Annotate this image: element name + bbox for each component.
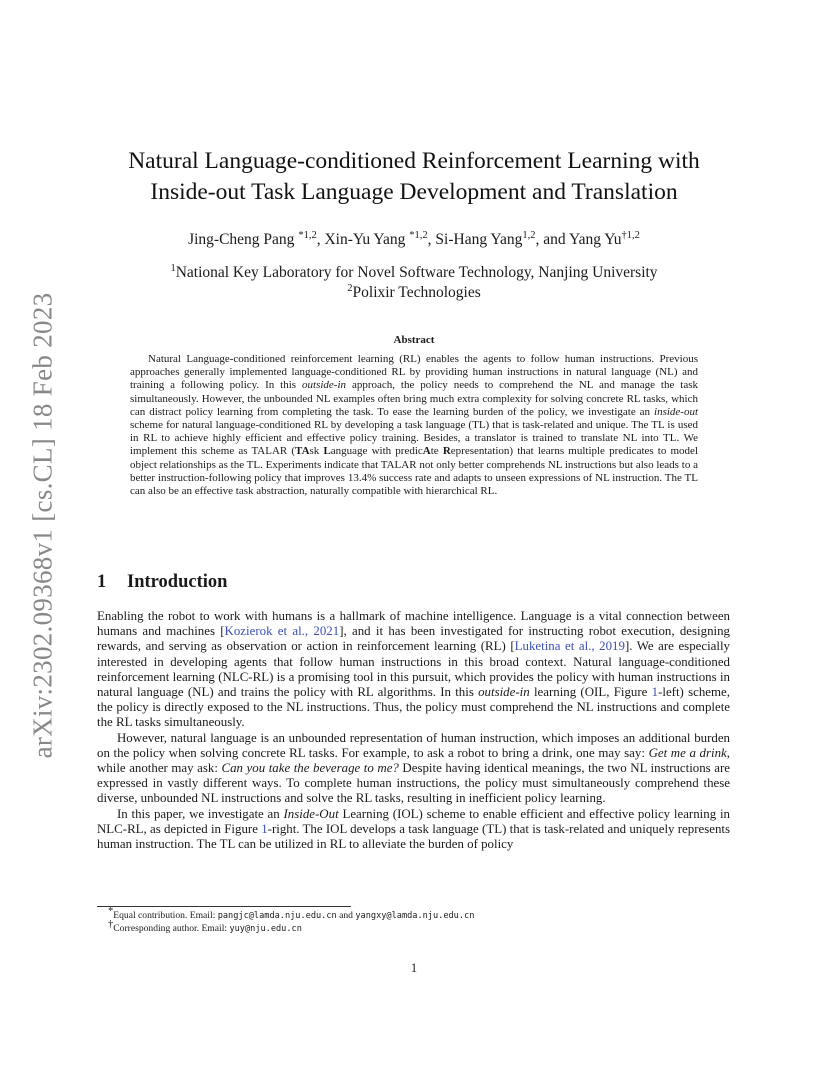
author-name: Si-Hang Yang	[435, 231, 523, 248]
section-number: 1	[97, 572, 107, 592]
footnote-mark: †	[108, 918, 114, 930]
affiliation-list	[70, 263, 758, 303]
intro-paragraph-2	[97, 731, 730, 807]
body-text-run: ], and it has been investigated for instructing robot execution, designing rewards, and serving as observation or action in reinforcement learning (RL) [	[97, 624, 730, 654]
body-emphasis: Inside-Out	[283, 806, 339, 821]
footnote-divider	[97, 906, 351, 907]
footnote-equal-contribution	[108, 905, 728, 923]
footnote-email: yuy@nju.edu.cn	[229, 923, 302, 934]
citation-link[interactable]: Luketina et al., 2019	[514, 639, 625, 654]
arxiv-identifier-watermark	[20, 290, 66, 760]
abstract-emphasis: inside-out	[654, 405, 699, 418]
abstract-text-run: epresentation) that learns multiple predicates to model object relationships as the TL. Experiments indicate that TALAR not only better comprehends NL instructions but also leads to a better instruction-following policy that improves 13.4% success rate and adapts to unseen expressions of NL instruction. The TL can also be an effective task abstraction, naturally compatible with hierarchical RL.	[130, 445, 699, 498]
paper-title	[70, 146, 758, 208]
footnote-mark: *	[108, 905, 114, 917]
body-text-run: -left) scheme, the policy is directly exposed to the NL instructions. Thus, the policy must comprehend the NL instructions and complete the RL tasks simultaneously.	[97, 685, 730, 730]
body-text-run: In this paper, we investigate an	[117, 806, 280, 821]
body-text-run: Enabling the robot to work with humans is a hallmark of machine intelligence. Language is a vital connection between humans and machines [	[97, 609, 730, 639]
abstract-text	[130, 353, 698, 498]
acronym-letter: TA	[295, 445, 310, 458]
author-name: Yang Yu	[568, 231, 622, 248]
author-affiliation-mark: 1,2	[522, 229, 536, 241]
abstract-text-run: Natural Language-conditioned reinforcement learning (RL) enables the agents to follow human instructions. Previous approaches generally implemented language-conditioned RL by providing human instructions in natural language (NL) and training a following policy. In this	[130, 353, 698, 392]
paper-title-line-2: Inside-out Task Language Development and Translation	[150, 179, 678, 205]
affiliation-line	[70, 263, 758, 283]
affiliation-text: Polixir Technologies	[352, 284, 481, 301]
page-number: 1	[410, 961, 418, 975]
abstract-text-run: te	[430, 445, 443, 458]
author-name: Xin-Yu Yang	[324, 231, 406, 248]
author-list	[70, 229, 758, 251]
body-emphasis: Can you take the beverage to me?	[221, 761, 399, 776]
body-text-run: However, natural language is an unbounded representation of human instruction, which imposes an additional burden on the policy when solving concrete RL tasks. For example, to ask a robot to bring a drink, one may say:	[97, 730, 730, 760]
intro-paragraph-3	[97, 807, 730, 853]
abstract-text-run: scheme for natural language-conditioned RL by developing a task language (TL) that is task-related and unique. The TL is used in RL to achieve highly efficient and effective policy training. Besides, a translator is trained to translate NL into TL. We implement this scheme as TALAR (	[130, 419, 698, 458]
body-text-run: , while another may ask:	[97, 745, 730, 776]
section-title: Introduction	[127, 572, 228, 592]
body-emphasis: Get me a drink	[648, 745, 727, 760]
author-separator: ,	[316, 231, 325, 248]
author-affiliation-mark: *1,2	[409, 229, 428, 241]
affiliation-mark: 1	[170, 262, 176, 274]
body-text-run: Learning (IOL) scheme to enable efficient and effective policy learning in NLC-RL, as depicted in Figure	[97, 806, 730, 836]
affiliation-line	[70, 283, 758, 303]
author-conjunction: and	[543, 231, 566, 248]
body-text-run: ]. We are especially interested in developing agents that follow human instructions in this broad context. Natural language-conditioned reinforcement learning (NLC-RL) is a promising tool in this pursuit, which provides the policy with human instructions in natural language (NL) and trains the policy with RL algorithms. In this	[97, 639, 730, 700]
figure-reference-link[interactable]: 1	[651, 685, 659, 700]
body-text-run: -right. The IOL develops a task language (TL) that is task-related and uniquely represents human instruction. The TL can be utilized in RL to alleviate the burden of policy	[97, 821, 730, 852]
author-affiliation-mark: *1,2	[298, 229, 317, 241]
body-emphasis: outside-in	[478, 685, 530, 700]
introduction-body	[97, 609, 730, 852]
citation-link[interactable]: Kozierok et al., 2021	[224, 624, 340, 639]
abstract-emphasis: outside-in	[302, 379, 347, 392]
section-heading-introduction	[97, 572, 227, 593]
acronym-letter: R	[442, 445, 451, 458]
abstract-text-run: approach, the policy needs to comprehend the NL and manage the task simultaneously. However, the unbounded NL examples often bring much extra complexity for solving concrete RL tasks, which can distract policy learning from completing the task. To ease the learning burden of the policy, we investigate an	[130, 379, 699, 418]
footnote-corresponding-author	[108, 918, 728, 936]
author-affiliation-mark: †1,2	[621, 229, 640, 241]
abstract-heading: Abstract	[393, 334, 435, 346]
footnotes	[108, 905, 728, 935]
intro-paragraph-1	[97, 609, 730, 731]
arxiv-identifier-text: arXiv:2302.09368v1 [cs.CL] 18 Feb 2023	[27, 292, 58, 758]
footnote-text: and	[339, 910, 353, 921]
body-text-run: Despite having identical meanings, the two NL instructions are expressed in vastly different ways. To complete human instructions, the policy must simultaneously comprehend these diverse, unbounded NL instructions and solve the RL tasks, resulting in inefficient policy learning.	[97, 761, 730, 806]
footnote-text: Corresponding author. Email:	[113, 922, 228, 934]
acronym-letter: A	[422, 445, 431, 458]
author-separator: ,	[427, 231, 436, 248]
affiliation-text: National Key Laboratory for Novel Software Technology, Nanjing University	[175, 264, 658, 281]
affiliation-mark: 2	[347, 282, 353, 294]
figure-reference-link[interactable]: 1	[261, 821, 268, 836]
acronym-letter: L	[323, 445, 331, 458]
body-text-run: learning (OIL, Figure	[533, 685, 648, 700]
author-name: Jing-Cheng Pang	[188, 231, 295, 248]
footnote-email: yangxy@lamda.nju.edu.cn	[355, 911, 475, 921]
footnote-email: pangjc@lamda.nju.edu.cn	[217, 911, 337, 921]
abstract-text-run: anguage with predic	[330, 445, 423, 458]
paper-title-line-1: Natural Language-conditioned Reinforcement Learning with	[128, 148, 700, 174]
footnote-text: Equal contribution. Email:	[113, 910, 216, 921]
abstract-text-run: sk	[309, 445, 324, 458]
author-separator: ,	[535, 231, 544, 248]
